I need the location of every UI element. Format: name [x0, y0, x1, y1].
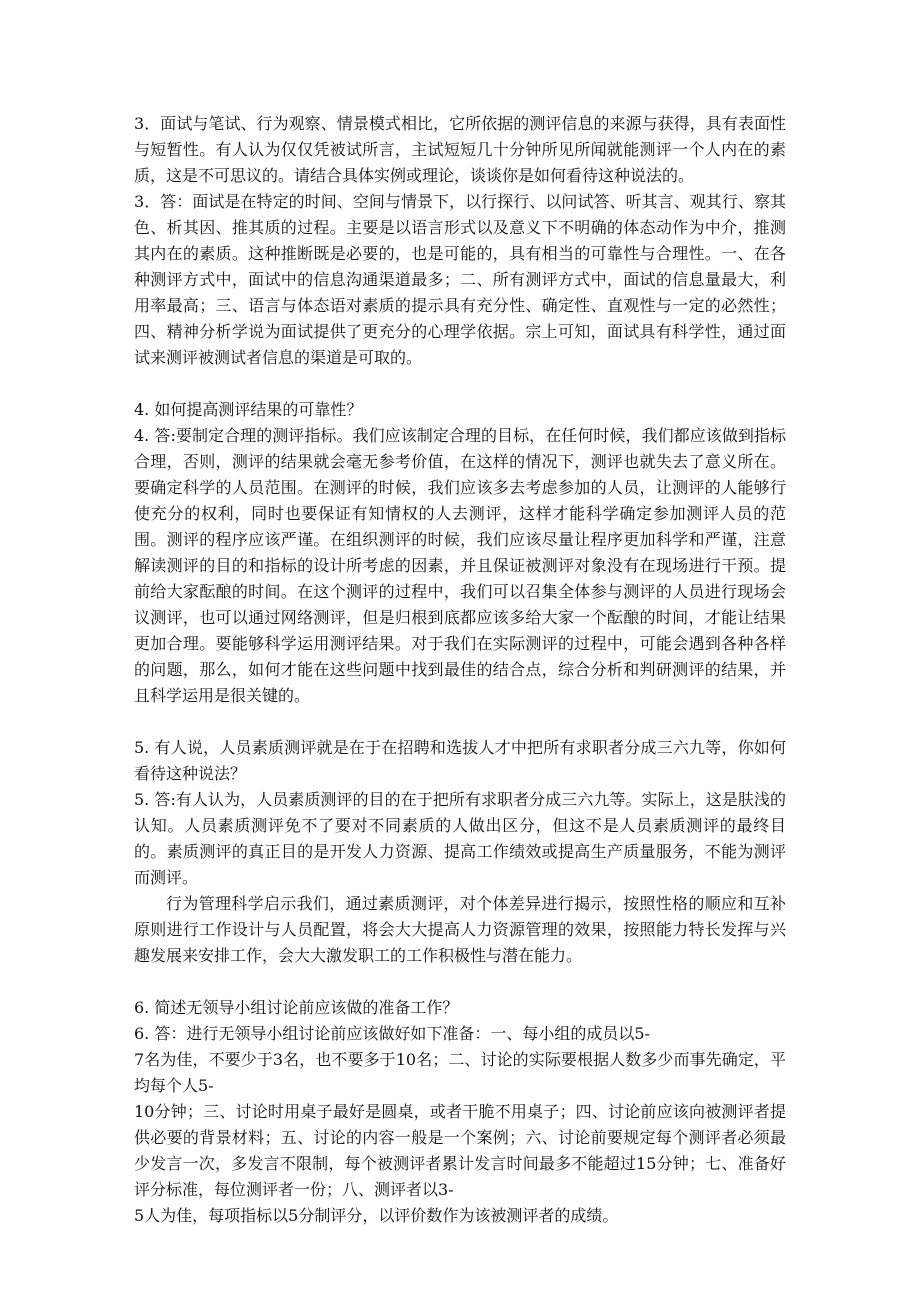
paragraph-gap [134, 709, 786, 735]
question-6: 6. 简述无领导小组讨论前应该做的准备工作？ [134, 998, 459, 1017]
document-page [134, 111, 786, 1229]
answer-4: 4. 答:要制定合理的测评指标。我们应该制定合理的目标，在任何时候，我们都应该做到指标合理，否则，测评的结果就会毫无参考价值，在这样的情况下，测评也就失去了意义所在。要确定科学的人员范围。在测评的时候，我们应该多去考虑参加的人员，让测评的人能够行使充分的权利，同时也要保证有知情权的人去测评，这样才能科学确定参加测评人员的范围。测评的程序应该严谨。在组织测评的时候，我们应该尽量让程序更加科学和严谨，注意解读测评的目的和指标的设计所考虑的因素，并且保证被测评对象没有在现场进行干预。提前给大家酝酿的时间。在这个测评的过程中，我们可以召集全体参与测评的人员进行现场会议测评，也可以通过网络测评，但是归根到底都应该多给大家一个酝酿的时间，才能让结果更加合理。要能够科学运用测评结果。对于我们在实际测评的过程中，可能会遇到各种各样的问题，那么，如何才能在这些问题中找到最佳的结合点，综合分析和判研测评的结果，并且科学运用是很关键的。 [134, 426, 786, 705]
answer-6-line: 10分钟；三、讨论时用桌子最好是圆桌，或者干脆不用桌子；四、讨论前应该向被测评者提供必要的背景材料；五、讨论的内容一般是一个案例；六、讨论前要规定每个测评者必须最少发言一次，多发言不限制，每个被测评者累计发言时间最多不能超过15分钟；七、准备好评分标准，每位测评者一份；八、测评者以3- [134, 1102, 786, 1199]
answer-3: 3．答：面试是在特定的时间、空间与情景下，以行探行、以问试答、听其言、观其行、察其色、析其因、推其质的过程。主要是以语言形式以及意义下不明确的体态动作为中介，推测其内在的素质。这种推断既是必要的，也是可能的，具有相当的可靠性与合理性。一、在各种测评方式中，面试中的信息沟通渠道最多；二、所有测评方式中，面试的信息量最大，利用率最高；三、语言与体态语对素质的提示具有充分性、确定性、直观性与一定的必然性；四、精神分析学说为面试提供了更充分的心理学依据。宗上可知，面试具有科学性，通过面试来测评被测试者信息的渠道是可取的。 [134, 192, 786, 367]
question-3: 3．面试与笔试、行为观察、情景模式相比，它所依据的测评信息的来源与获得，具有表面性与短暂性。有人认为仅仅凭被试所言，主试短短几十分钟所见所闻就能测评一个人内在的素质，这是不可思议的。请结合具体实例或理论，谈谈你是如何看待这种说法的。 [134, 114, 786, 185]
answer-5: 5. 答:有人认为，人员素质测评的目的在于把所有求职者分成三六九等。实际上，这是肤浅的认知。人员素质测评免不了要对不同素质的人做出区分，但这不是人员素质测评的最终目的。素质测评的真正目的是开发人力资源、提高工作绩效或提高生产质量服务，不能为测评而测评。 [134, 790, 786, 887]
answer-5-continued: 行为管理科学启示我们，通过素质测评，对个体差异进行揭示，按照性格的顺应和互补原则进行工作设计与人员配置，将会大大提高人力资源管理的效果，按照能力特长发挥与兴趣发展来安排工作，会大大激发职工的工作积极性与潜在能力。 [134, 894, 786, 965]
answer-6-line: 7名为佳，不要少于3名，也不要多于10名；二、讨论的实际要根据人数多少而事先确定，平均每个人5- [134, 1050, 786, 1095]
question-5: 5. 有人说，人员素质测评就是在于在招聘和选拔人才中把所有求职者分成三六九等，你如何看待这种说法？ [134, 738, 786, 783]
answer-6-line: 5人为佳，每项指标以5分制评分，以评价数作为该被测评者的成绩。 [134, 1206, 619, 1225]
paragraph-gap [134, 969, 786, 995]
question-4: 4. 如何提高测评结果的可靠性？ [134, 400, 363, 419]
paragraph-gap [134, 371, 786, 397]
answer-6-line: 6. 答：进行无领导小组讨论前应该做好如下准备：一、每小组的成员以5- [134, 1024, 650, 1043]
